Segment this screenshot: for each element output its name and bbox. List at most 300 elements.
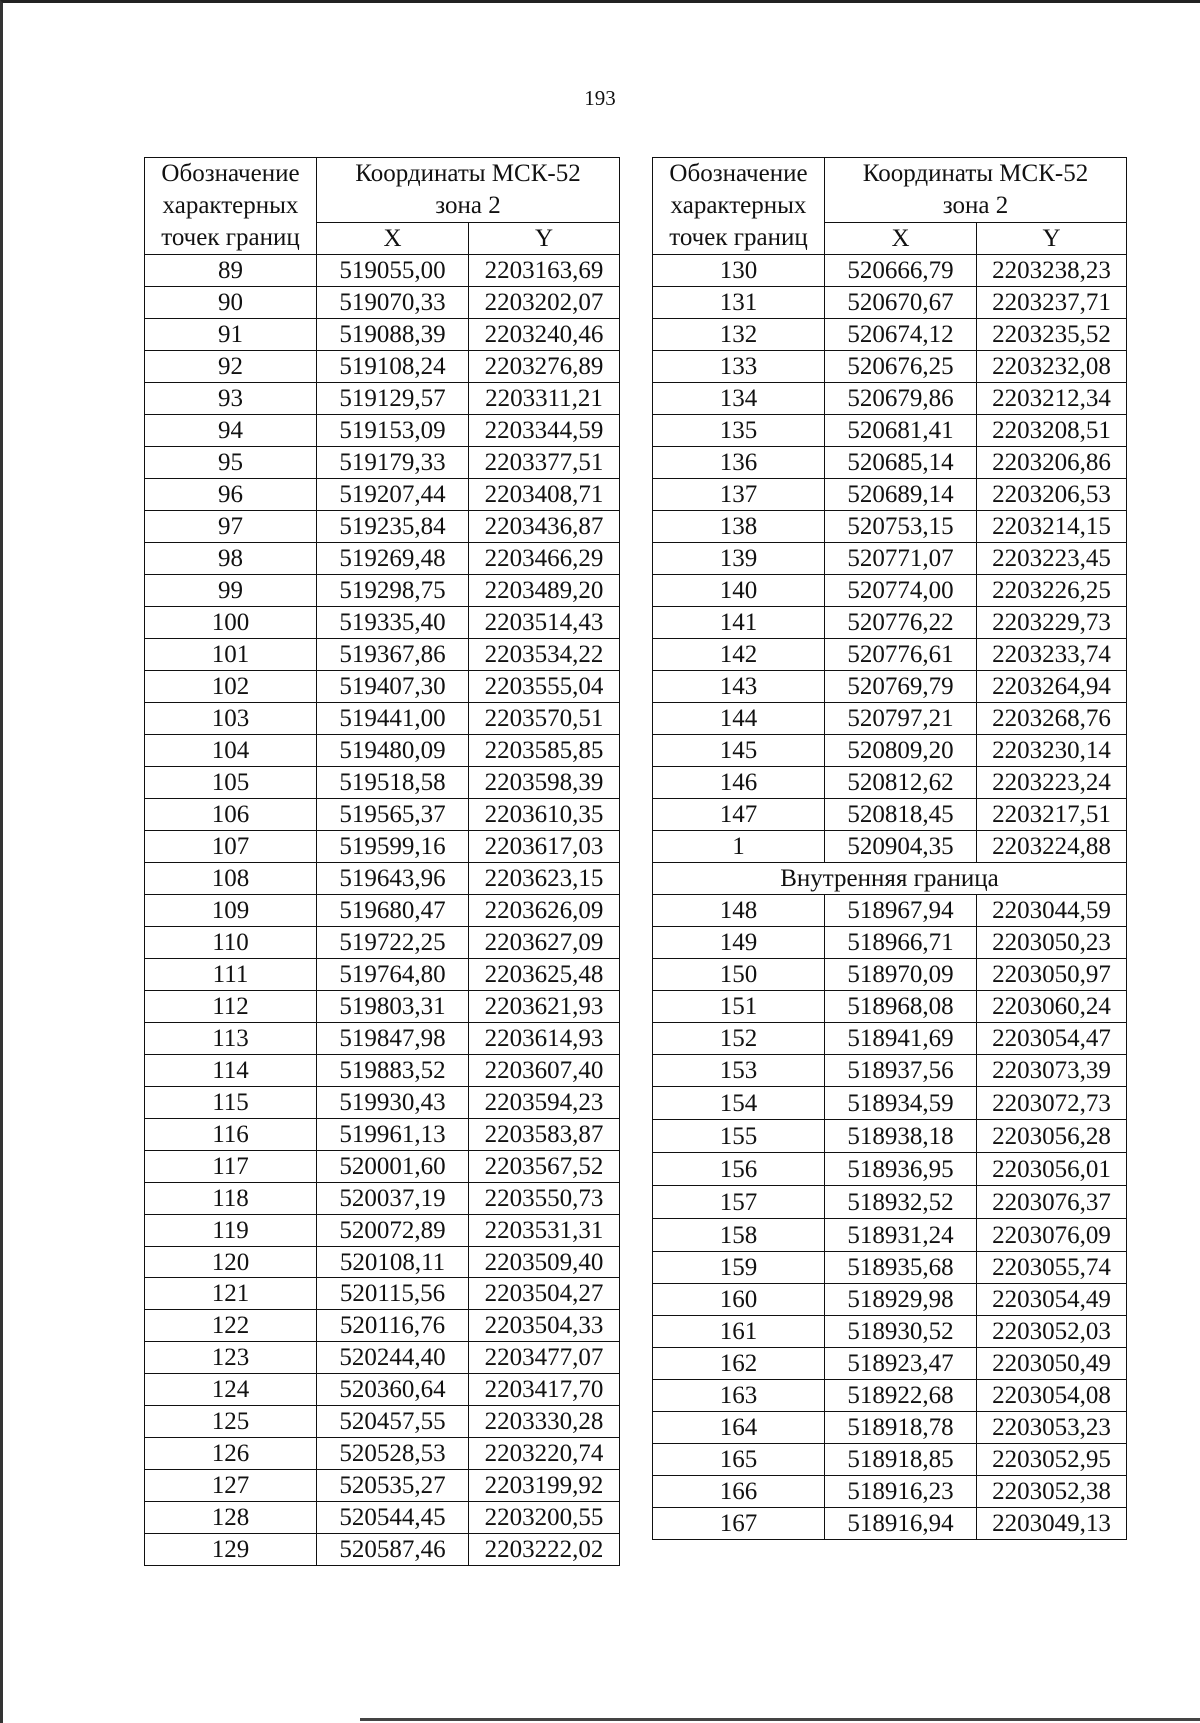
y-coordinate-cell: 2203060,24 <box>977 991 1127 1023</box>
point-id-cell: 165 <box>653 1444 825 1476</box>
x-coordinate-cell: 519722,25 <box>317 927 469 959</box>
point-id-cell: 139 <box>653 543 825 575</box>
x-coordinate-cell: 520244,40 <box>317 1342 469 1374</box>
y-coordinate-cell: 2203509,40 <box>469 1247 620 1278</box>
y-coordinate-cell: 2203163,69 <box>469 255 620 287</box>
x-coordinate-cell: 520809,20 <box>825 735 977 767</box>
x-coordinate-cell: 519179,33 <box>317 447 469 479</box>
point-id-cell: 124 <box>145 1374 317 1406</box>
x-coordinate-cell: 520689,14 <box>825 479 977 511</box>
x-coordinate-cell: 520587,46 <box>317 1534 469 1566</box>
table-row <box>145 1119 620 1151</box>
y-coordinate-cell: 2203229,73 <box>977 607 1127 639</box>
table-row <box>145 959 620 991</box>
point-id-cell: 100 <box>145 607 317 639</box>
point-id-cell: 141 <box>653 607 825 639</box>
point-id-cell: 131 <box>653 287 825 319</box>
y-coordinate-cell: 2203050,49 <box>977 1348 1127 1380</box>
table-row <box>145 927 620 959</box>
y-coordinate-cell: 2203583,87 <box>469 1119 620 1151</box>
y-coordinate-cell: 2203550,73 <box>469 1183 620 1215</box>
y-coordinate-cell: 2203050,23 <box>977 927 1127 959</box>
x-coordinate-cell: 520797,21 <box>825 703 977 735</box>
y-coordinate-cell: 2203076,09 <box>977 1219 1127 1252</box>
point-id-cell: 158 <box>653 1219 825 1252</box>
point-id-cell: 155 <box>653 1120 825 1153</box>
table-row <box>145 607 620 639</box>
table-row <box>145 735 620 767</box>
table-row <box>653 1186 1127 1219</box>
x-coordinate-cell: 520904,35 <box>825 831 977 863</box>
x-coordinate-cell: 518937,56 <box>825 1055 977 1087</box>
x-coordinate-cell: 520771,07 <box>825 543 977 575</box>
table-row <box>145 1502 620 1534</box>
x-coordinate-cell: 518938,18 <box>825 1120 977 1153</box>
table-row <box>145 1470 620 1502</box>
y-coordinate-cell: 2203199,92 <box>469 1470 620 1502</box>
table-row <box>145 639 620 671</box>
y-coordinate-cell: 2203330,28 <box>469 1406 620 1438</box>
y-coordinate-cell: 2203240,46 <box>469 319 620 351</box>
point-id-cell: 164 <box>653 1412 825 1444</box>
x-coordinate-cell: 520457,55 <box>317 1406 469 1438</box>
coords-title-line-1: Координаты МСК-52 <box>862 160 1089 187</box>
coords-title-line-2: зона 2 <box>435 192 501 219</box>
right-table-body-outer <box>653 255 1127 863</box>
y-coordinate-cell: 2203534,22 <box>469 639 620 671</box>
table-row <box>653 927 1127 959</box>
x-coordinate-cell: 518967,94 <box>825 895 977 927</box>
point-id-cell: 104 <box>145 735 317 767</box>
y-coordinate-cell: 2203206,86 <box>977 447 1127 479</box>
x-coordinate-cell: 519441,00 <box>317 703 469 735</box>
designation-line-1: Обозначение <box>669 160 808 187</box>
x-coordinate-cell: 518934,59 <box>825 1087 977 1120</box>
y-coordinate-cell: 2203237,71 <box>977 287 1127 319</box>
table-row <box>653 1444 1127 1476</box>
point-id-cell: 1 <box>653 831 825 863</box>
y-coordinate-cell: 2203050,97 <box>977 959 1127 991</box>
point-id-cell: 116 <box>145 1119 317 1151</box>
y-coordinate-cell: 2203054,08 <box>977 1380 1127 1412</box>
table-row <box>145 671 620 703</box>
y-coordinate-cell: 2203217,51 <box>977 799 1127 831</box>
point-id-cell: 137 <box>653 479 825 511</box>
designation-line-2: характерных <box>162 192 299 219</box>
table-row <box>653 351 1127 383</box>
table-row <box>145 575 620 607</box>
y-coordinate-cell: 2203202,07 <box>469 287 620 319</box>
x-coordinate-cell: 520753,15 <box>825 511 977 543</box>
y-coordinate-cell: 2203208,51 <box>977 415 1127 447</box>
y-coordinate-cell: 2203621,93 <box>469 991 620 1023</box>
y-coordinate-cell: 2203617,03 <box>469 831 620 863</box>
scan-edge-line <box>360 1718 1200 1721</box>
point-id-cell: 140 <box>653 575 825 607</box>
point-id-cell: 111 <box>145 959 317 991</box>
x-coordinate-cell: 519961,13 <box>317 1119 469 1151</box>
table-row <box>653 1252 1127 1284</box>
y-coordinate-cell: 2203570,51 <box>469 703 620 735</box>
point-id-cell: 99 <box>145 575 317 607</box>
y-coordinate-cell: 2203477,07 <box>469 1342 620 1374</box>
table-row <box>145 991 620 1023</box>
table-row <box>145 1534 620 1566</box>
y-coordinate-cell: 2203264,94 <box>977 671 1127 703</box>
x-column-header: X <box>317 223 469 255</box>
x-coordinate-cell: 519129,57 <box>317 383 469 415</box>
designation-line-1: Обозначение <box>161 160 300 187</box>
table-row <box>653 255 1127 287</box>
table-row <box>653 895 1127 927</box>
page-number: 193 <box>584 86 616 110</box>
x-coordinate-cell: 519153,09 <box>317 415 469 447</box>
x-coordinate-cell: 518922,68 <box>825 1380 977 1412</box>
table-row <box>145 1310 620 1342</box>
table-row <box>653 831 1127 863</box>
table-row <box>145 895 620 927</box>
y-column-header: Y <box>469 223 620 255</box>
x-coordinate-cell: 519088,39 <box>317 319 469 351</box>
point-id-cell: 166 <box>653 1476 825 1508</box>
point-id-cell: 109 <box>145 895 317 927</box>
point-id-cell: 160 <box>653 1284 825 1316</box>
table-row <box>145 1278 620 1310</box>
table-row <box>653 543 1127 575</box>
y-coordinate-cell: 2203052,38 <box>977 1476 1127 1508</box>
y-coordinate-cell: 2203514,43 <box>469 607 620 639</box>
point-id-cell: 113 <box>145 1023 317 1055</box>
table-row <box>653 799 1127 831</box>
y-coordinate-cell: 2203614,93 <box>469 1023 620 1055</box>
x-coordinate-cell: 519407,30 <box>317 671 469 703</box>
table-row <box>145 703 620 735</box>
x-coordinate-cell: 518916,94 <box>825 1508 977 1540</box>
table-row <box>653 1316 1127 1348</box>
point-id-cell: 145 <box>653 735 825 767</box>
table-row <box>653 1508 1127 1540</box>
y-coordinate-cell: 2203223,45 <box>977 543 1127 575</box>
coordinates-table-right <box>652 157 1127 1540</box>
x-coordinate-cell: 519480,09 <box>317 735 469 767</box>
table-row <box>145 1374 620 1406</box>
point-id-cell: 96 <box>145 479 317 511</box>
x-coordinate-cell: 518929,98 <box>825 1284 977 1316</box>
table-row <box>145 1406 620 1438</box>
x-coordinate-cell: 520116,76 <box>317 1310 469 1342</box>
x-coordinate-cell: 520676,25 <box>825 351 977 383</box>
point-id-cell: 106 <box>145 799 317 831</box>
table-row <box>653 703 1127 735</box>
y-coordinate-cell: 2203076,37 <box>977 1186 1127 1219</box>
y-coordinate-cell: 2203417,70 <box>469 1374 620 1406</box>
right-table-section <box>653 863 1127 895</box>
y-coordinate-cell: 2203311,21 <box>469 383 620 415</box>
x-coordinate-cell: 519335,40 <box>317 607 469 639</box>
y-coordinate-cell: 2203235,52 <box>977 319 1127 351</box>
point-id-cell: 148 <box>653 895 825 927</box>
x-coordinate-cell: 520776,61 <box>825 639 977 671</box>
point-id-cell: 132 <box>653 319 825 351</box>
point-id-cell: 102 <box>145 671 317 703</box>
y-coordinate-cell: 2203224,88 <box>977 831 1127 863</box>
x-coordinate-cell: 520679,86 <box>825 383 977 415</box>
x-coordinate-cell: 520666,79 <box>825 255 977 287</box>
x-coordinate-cell: 520544,45 <box>317 1502 469 1534</box>
table-row <box>653 607 1127 639</box>
y-coordinate-cell: 2203623,15 <box>469 863 620 895</box>
point-id-cell: 136 <box>653 447 825 479</box>
right-table-body-inner <box>653 895 1127 1540</box>
x-column-header: X <box>825 223 977 255</box>
x-coordinate-cell: 518968,08 <box>825 991 977 1023</box>
y-coordinate-cell: 2203276,89 <box>469 351 620 383</box>
y-coordinate-cell: 2203052,03 <box>977 1316 1127 1348</box>
coordinates-header <box>825 158 1127 223</box>
x-coordinate-cell: 520535,27 <box>317 1470 469 1502</box>
table-row <box>145 1151 620 1183</box>
table-row <box>653 767 1127 799</box>
table-row <box>145 511 620 543</box>
table-row <box>145 383 620 415</box>
y-coordinate-cell: 2203220,74 <box>469 1438 620 1470</box>
y-coordinate-cell: 2203052,95 <box>977 1444 1127 1476</box>
table-row <box>653 1055 1127 1087</box>
table-row <box>145 287 620 319</box>
y-coordinate-cell: 2203377,51 <box>469 447 620 479</box>
coords-title-line-1: Координаты МСК-52 <box>355 160 581 187</box>
point-id-cell: 123 <box>145 1342 317 1374</box>
point-id-cell: 146 <box>653 767 825 799</box>
y-column-header: Y <box>977 223 1127 255</box>
table-row <box>653 319 1127 351</box>
table-row <box>653 1023 1127 1055</box>
point-id-cell: 98 <box>145 543 317 575</box>
table-row <box>653 479 1127 511</box>
table-row <box>653 991 1127 1023</box>
point-id-cell: 103 <box>145 703 317 735</box>
y-coordinate-cell: 2203489,20 <box>469 575 620 607</box>
table-row <box>145 319 620 351</box>
point-id-cell: 162 <box>653 1348 825 1380</box>
table-row <box>653 959 1127 991</box>
table-row <box>145 1055 620 1087</box>
table-row <box>653 511 1127 543</box>
table-row <box>653 415 1127 447</box>
point-id-cell: 167 <box>653 1508 825 1540</box>
point-id-cell: 114 <box>145 1055 317 1087</box>
point-id-cell: 153 <box>653 1055 825 1087</box>
x-coordinate-cell: 518935,68 <box>825 1252 977 1284</box>
point-id-cell: 163 <box>653 1380 825 1412</box>
x-coordinate-cell: 519803,31 <box>317 991 469 1023</box>
point-id-cell: 133 <box>653 351 825 383</box>
x-coordinate-cell: 520108,11 <box>317 1247 469 1278</box>
table-row <box>145 479 620 511</box>
point-id-cell: 128 <box>145 1502 317 1534</box>
x-coordinate-cell: 518916,23 <box>825 1476 977 1508</box>
point-id-cell: 91 <box>145 319 317 351</box>
y-coordinate-cell: 2203594,23 <box>469 1087 620 1119</box>
x-coordinate-cell: 519269,48 <box>317 543 469 575</box>
point-id-cell: 126 <box>145 1438 317 1470</box>
x-coordinate-cell: 518970,09 <box>825 959 977 991</box>
y-coordinate-cell: 2203223,24 <box>977 767 1127 799</box>
point-id-cell: 134 <box>653 383 825 415</box>
y-coordinate-cell: 2203212,34 <box>977 383 1127 415</box>
y-coordinate-cell: 2203230,14 <box>977 735 1127 767</box>
point-id-cell: 159 <box>653 1252 825 1284</box>
table-row <box>145 1215 620 1247</box>
point-id-cell: 154 <box>653 1087 825 1120</box>
point-id-cell: 143 <box>653 671 825 703</box>
coordinates-header <box>317 158 620 223</box>
table-row <box>145 1087 620 1119</box>
designation-line-2: характерных <box>670 192 807 219</box>
x-coordinate-cell: 519883,52 <box>317 1055 469 1087</box>
point-id-cell: 147 <box>653 799 825 831</box>
table-row <box>145 799 620 831</box>
y-coordinate-cell: 2203226,25 <box>977 575 1127 607</box>
x-coordinate-cell: 520812,62 <box>825 767 977 799</box>
table-row <box>145 863 620 895</box>
y-coordinate-cell: 2203627,09 <box>469 927 620 959</box>
y-coordinate-cell: 2203344,59 <box>469 415 620 447</box>
table-row <box>145 831 620 863</box>
x-coordinate-cell: 520681,41 <box>825 415 977 447</box>
table-row <box>653 287 1127 319</box>
x-coordinate-cell: 518923,47 <box>825 1348 977 1380</box>
table-row <box>145 767 620 799</box>
x-coordinate-cell: 519367,86 <box>317 639 469 671</box>
point-id-cell: 125 <box>145 1406 317 1438</box>
table-row <box>653 671 1127 703</box>
y-coordinate-cell: 2203214,15 <box>977 511 1127 543</box>
point-id-cell: 144 <box>653 703 825 735</box>
y-coordinate-cell: 2203056,01 <box>977 1153 1127 1186</box>
y-coordinate-cell: 2203054,47 <box>977 1023 1127 1055</box>
table-row <box>145 1183 620 1215</box>
x-coordinate-cell: 519298,75 <box>317 575 469 607</box>
y-coordinate-cell: 2203206,53 <box>977 479 1127 511</box>
table-row <box>653 383 1127 415</box>
y-coordinate-cell: 2203233,74 <box>977 639 1127 671</box>
table-row <box>653 1380 1127 1412</box>
point-id-cell: 108 <box>145 863 317 895</box>
designation-line-3: точек границ <box>669 224 808 251</box>
table-row <box>653 1153 1127 1186</box>
x-coordinate-cell: 519847,98 <box>317 1023 469 1055</box>
y-coordinate-cell: 2203044,59 <box>977 895 1127 927</box>
y-coordinate-cell: 2203073,39 <box>977 1055 1127 1087</box>
y-coordinate-cell: 2203053,23 <box>977 1412 1127 1444</box>
x-coordinate-cell: 520528,53 <box>317 1438 469 1470</box>
x-coordinate-cell: 518918,78 <box>825 1412 977 1444</box>
table-row <box>653 1412 1127 1444</box>
x-coordinate-cell: 518936,95 <box>825 1153 977 1186</box>
y-coordinate-cell: 2203054,49 <box>977 1284 1127 1316</box>
x-coordinate-cell: 518941,69 <box>825 1023 977 1055</box>
table-row <box>145 1023 620 1055</box>
y-coordinate-cell: 2203049,13 <box>977 1508 1127 1540</box>
table-row <box>653 1120 1127 1153</box>
x-coordinate-cell: 518966,71 <box>825 927 977 959</box>
point-id-cell: 127 <box>145 1470 317 1502</box>
y-coordinate-cell: 2203555,04 <box>469 671 620 703</box>
point-id-cell: 157 <box>653 1186 825 1219</box>
coordinates-table-left <box>144 157 620 1566</box>
x-coordinate-cell: 520072,89 <box>317 1215 469 1247</box>
table-row <box>653 1219 1127 1252</box>
table-row <box>653 447 1127 479</box>
x-coordinate-cell: 519108,24 <box>317 351 469 383</box>
y-coordinate-cell: 2203055,74 <box>977 1252 1127 1284</box>
point-id-cell: 152 <box>653 1023 825 1055</box>
table-row <box>145 351 620 383</box>
y-coordinate-cell: 2203232,08 <box>977 351 1127 383</box>
point-id-cell: 90 <box>145 287 317 319</box>
table-row <box>145 447 620 479</box>
point-id-cell: 122 <box>145 1310 317 1342</box>
point-id-cell: 118 <box>145 1183 317 1215</box>
y-coordinate-cell: 2203436,87 <box>469 511 620 543</box>
x-coordinate-cell: 520818,45 <box>825 799 977 831</box>
y-coordinate-cell: 2203626,09 <box>469 895 620 927</box>
y-coordinate-cell: 2203610,35 <box>469 799 620 831</box>
x-coordinate-cell: 520115,56 <box>317 1278 469 1310</box>
point-id-cell: 129 <box>145 1534 317 1566</box>
x-coordinate-cell: 520769,79 <box>825 671 977 703</box>
table-row <box>653 1087 1127 1120</box>
table-row <box>653 575 1127 607</box>
y-coordinate-cell: 2203504,27 <box>469 1278 620 1310</box>
point-id-cell: 119 <box>145 1215 317 1247</box>
point-id-cell: 138 <box>653 511 825 543</box>
point-id-cell: 105 <box>145 767 317 799</box>
point-id-cell: 97 <box>145 511 317 543</box>
point-id-cell: 101 <box>145 639 317 671</box>
point-id-cell: 92 <box>145 351 317 383</box>
x-coordinate-cell: 519643,96 <box>317 863 469 895</box>
point-id-cell: 93 <box>145 383 317 415</box>
x-coordinate-cell: 519680,47 <box>317 895 469 927</box>
y-coordinate-cell: 2203607,40 <box>469 1055 620 1087</box>
x-coordinate-cell: 518918,85 <box>825 1444 977 1476</box>
y-coordinate-cell: 2203598,39 <box>469 767 620 799</box>
point-id-cell: 161 <box>653 1316 825 1348</box>
point-id-cell: 110 <box>145 927 317 959</box>
point-id-cell: 151 <box>653 991 825 1023</box>
x-coordinate-cell: 518932,52 <box>825 1186 977 1219</box>
x-coordinate-cell: 519518,58 <box>317 767 469 799</box>
point-id-cell: 130 <box>653 255 825 287</box>
point-id-cell: 142 <box>653 639 825 671</box>
table-row <box>653 1348 1127 1380</box>
left-table-body <box>145 255 620 1566</box>
y-coordinate-cell: 2203531,31 <box>469 1215 620 1247</box>
table-row <box>145 415 620 447</box>
x-coordinate-cell: 520037,19 <box>317 1183 469 1215</box>
coords-title-line-2: зона 2 <box>942 192 1009 219</box>
point-id-cell: 95 <box>145 447 317 479</box>
point-id-cell: 121 <box>145 1278 317 1310</box>
point-id-cell: 112 <box>145 991 317 1023</box>
point-id-cell: 156 <box>653 1153 825 1186</box>
y-coordinate-cell: 2203408,71 <box>469 479 620 511</box>
table-row <box>653 1284 1127 1316</box>
point-id-cell: 115 <box>145 1087 317 1119</box>
point-id-cell: 120 <box>145 1247 317 1278</box>
